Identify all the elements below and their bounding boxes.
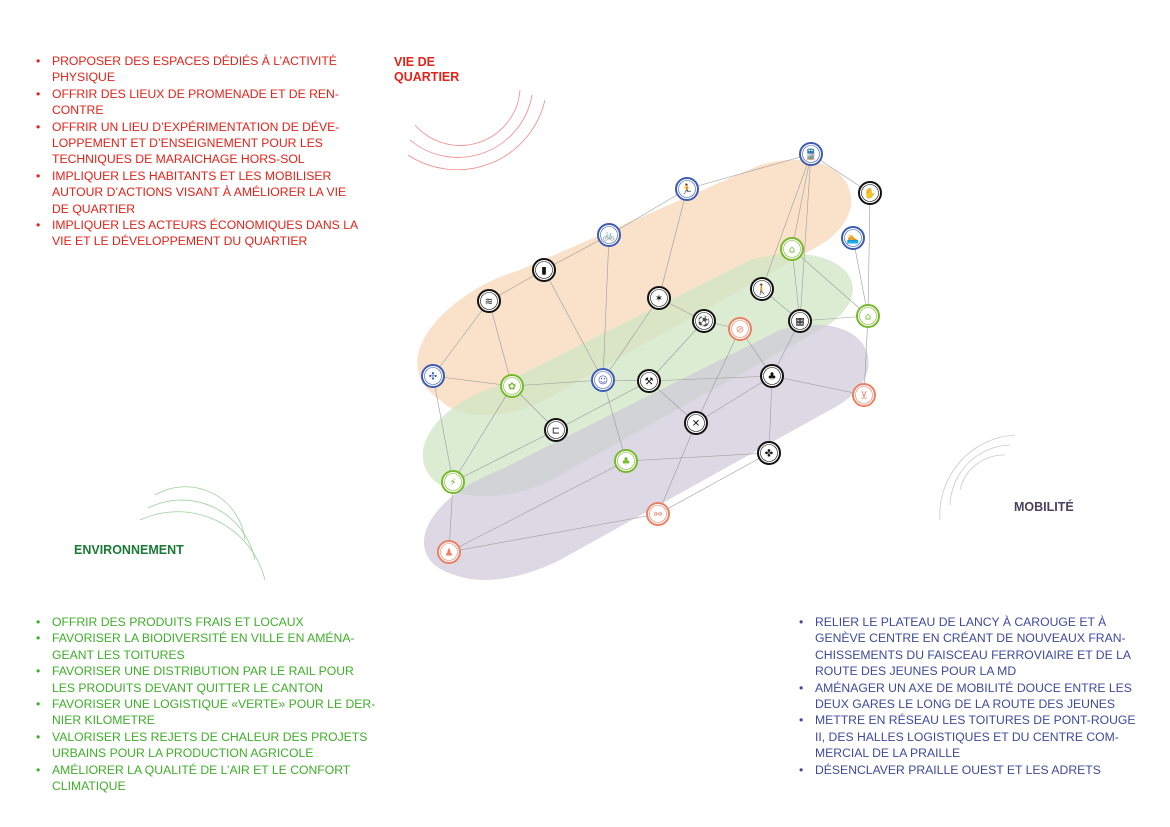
football-icon <box>693 310 715 332</box>
energy-icon <box>442 471 464 493</box>
cargo-bike-icon <box>647 503 669 525</box>
list-item: • VALORISER LES REJETS DE CHALEUR DES PROJETS URBAINS POUR LA PRODUCTION AGRICOLE <box>30 729 380 762</box>
env-objectives-list <box>30 614 380 794</box>
svg-text:⚯: ⚯ <box>653 509 663 521</box>
door-icon <box>533 259 555 281</box>
no-entry-icon <box>729 318 751 340</box>
vie-heading-line2: QUARTIER <box>394 70 460 84</box>
svg-text:⚽: ⚽ <box>697 316 711 328</box>
vie-objectives-list <box>30 53 360 250</box>
list-item: • FAVORISER UNE DISTRIBUTION PAR LE RAIL POUR LES PRODUITS DEVANT QUITTER LE CANTON <box>30 663 380 696</box>
svg-text:🚆: 🚆 <box>804 149 818 161</box>
svg-text:✤: ✤ <box>764 448 774 460</box>
svg-text:✣: ✣ <box>428 371 438 383</box>
env-signal-arcs <box>140 487 265 580</box>
list-item: • OFFRIR DES LIEUX DE PROMENADE ET DE REN-CONTRE <box>30 86 360 119</box>
vie-heading-line1: VIE DE <box>394 55 435 69</box>
trees-icon <box>761 365 783 387</box>
dancer-icon <box>648 287 670 309</box>
list-item: • IMPLIQUER LES ACTEURS ÉCONOMIQUES DANS LA VIE ET LE DÉVELOPPEMENT DU QUARTIER <box>30 217 360 250</box>
forest-icon <box>615 450 637 472</box>
people-icon <box>592 369 614 391</box>
svg-text:🏃: 🏃 <box>680 184 694 196</box>
list-item: • METTRE EN RÉSEAU LES TOITURES DE PONT-ROUGE II, DES HALLES LOGISTIQUES ET DU CENTRE COM-MERCIAL DE LA PRAILLE <box>793 712 1143 761</box>
cart-icon <box>853 384 875 406</box>
worker-icon <box>438 541 460 563</box>
svg-text:✶: ✶ <box>654 293 664 305</box>
list-item: • IMPLIQUER LES HABITANTS ET LES MOBILISER AUTOUR D’ACTIONS VISANT À AMÉLIORER LA VIE DE QUARTIER <box>30 168 360 217</box>
list-item: • OFFRIR DES PRODUITS FRAIS ET LOCAUX <box>30 614 380 630</box>
hand-plant-icon <box>758 442 780 464</box>
svg-text:⚒: ⚒ <box>644 376 654 388</box>
svg-text:✿: ✿ <box>507 381 517 393</box>
network-link <box>868 193 870 316</box>
svg-text:⌂: ⌂ <box>864 311 872 323</box>
handshake-icon <box>859 182 881 204</box>
svg-text:♟: ♟ <box>444 547 454 559</box>
svg-text:⌂: ⌂ <box>788 244 796 256</box>
svg-text:▦: ▦ <box>795 316 805 328</box>
cutlery-icon <box>685 412 707 434</box>
svg-text:✕: ✕ <box>691 418 701 430</box>
svg-text:☺: ☺ <box>597 375 609 387</box>
runner-icon <box>676 178 698 200</box>
svg-text:🏊: 🏊 <box>846 233 860 245</box>
svg-text:✋: ✋ <box>863 188 877 200</box>
bicycle-icon <box>598 224 620 246</box>
svg-text:⊻: ⊻ <box>860 390 868 402</box>
hiker-icon <box>751 278 773 300</box>
train-icon <box>800 143 822 165</box>
svg-text:♣: ♣ <box>621 456 631 468</box>
svg-text:♣: ♣ <box>767 371 777 383</box>
house-leaf-icon <box>857 305 879 327</box>
svg-text:⊘: ⊘ <box>735 324 745 336</box>
list-item: • RELIER LE PLATEAU DE LANCY À CAROUGE ET À GENÈVE CENTRE EN CRÉANT DE NOUVEAUX FRAN-CHISSEMENTS DU FAISCEAU FERROVIAIRE ET DE LA ROUTE DES JEUNES POUR LA MD <box>793 614 1143 680</box>
env-heading: ENVIRONNEMENT <box>74 543 184 557</box>
mob-signal-arcs <box>940 435 1015 520</box>
list-item: • FAVORISER LA BIODIVERSITÉ EN VILLE EN AMÉNA-GEANT LES TOITURES <box>30 630 380 663</box>
svg-text:🚶: 🚶 <box>755 284 769 296</box>
mob-heading: MOBILITÉ <box>1014 500 1074 514</box>
list-item: • PROPOSER DES ESPACES DÉDIÉS À L’ACTIVITÉ PHYSIQUE <box>30 53 360 86</box>
vie-heading <box>394 55 459 85</box>
mob-objectives-list <box>793 614 1143 778</box>
list-item: • FAVORISER UNE LOGISTIQUE «VERTE» POUR LE DER-NIER KILOMETRE <box>30 696 380 729</box>
vie-signal-arcs <box>408 90 545 170</box>
stairs-pool-icon <box>478 290 500 312</box>
gardener-icon <box>638 370 660 392</box>
greenhouse-icon <box>781 238 803 260</box>
buildings-icon <box>789 310 811 332</box>
swimmer-icon <box>842 227 864 249</box>
svg-text:≋: ≋ <box>484 296 494 308</box>
hand-truck-icon <box>545 419 567 441</box>
svg-text:⊏: ⊏ <box>551 425 561 437</box>
svg-text:⚡: ⚡ <box>449 477 457 489</box>
network-icon <box>422 365 444 387</box>
list-item: • AMÉNAGER UN AXE DE MOBILITÉ DOUCE ENTRE LES DEUX GARES LE LONG DE LA ROUTE DES JEUNES <box>793 680 1143 713</box>
svg-text:🚲: 🚲 <box>602 230 616 242</box>
list-item: • DÉSENCLAVER PRAILLE OUEST ET LES ADRETS <box>793 762 1143 778</box>
farmer-icon <box>501 375 523 397</box>
list-item: • OFFRIR UN LIEU D’EXPÉRIMENTATION DE DÉVE-LOPPEMENT ET D’ENSEIGNEMENT POUR LES TECHNIQUES DE MARAICHAGE HORS-SOL <box>30 119 360 168</box>
list-item: • AMÉLIORER LA QUALITÉ DE L’AIR ET LE CONFORT CLIMATIQUE <box>30 762 380 795</box>
svg-text:▮: ▮ <box>541 265 547 277</box>
